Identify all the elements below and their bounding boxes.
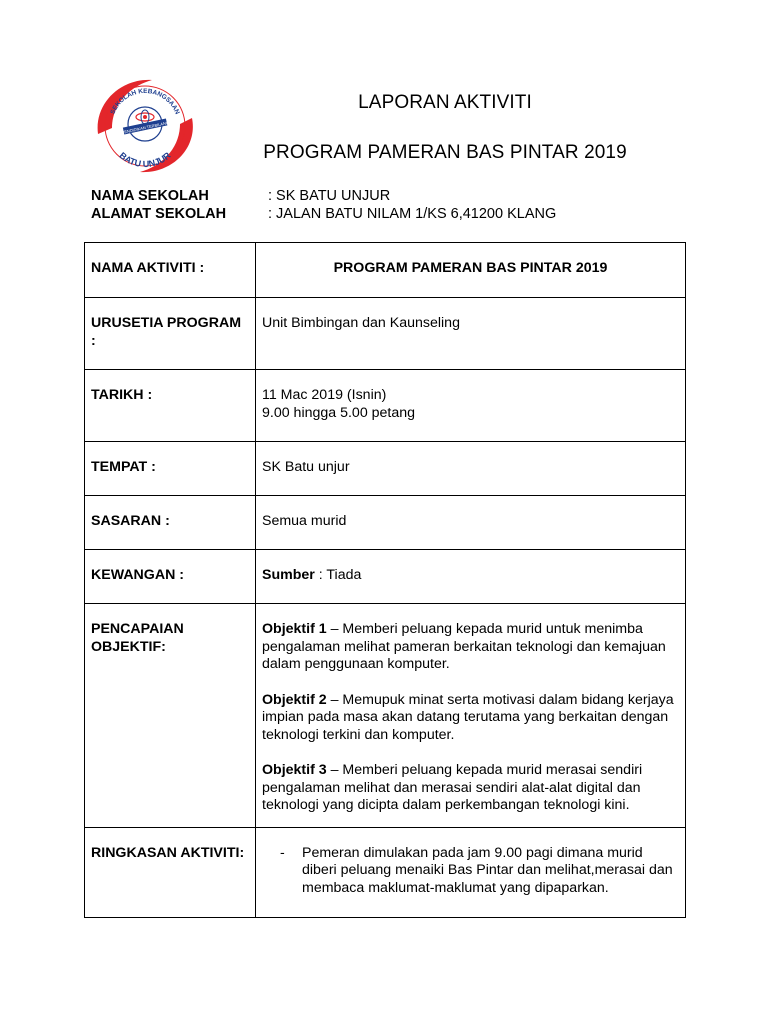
objective-item: [262, 692, 679, 745]
objective-item: [262, 762, 679, 815]
school-logo: [90, 74, 200, 178]
objectives-list: [256, 604, 686, 828]
summary-list-item: [262, 845, 679, 898]
objective-item: [262, 621, 679, 674]
report-table: [84, 242, 686, 918]
school-address-value: : JALAN BATU NILAM 1/KS 6,41200 KLANG: [268, 206, 557, 222]
school-name-value: : SK BATU UNJUR: [268, 188, 391, 204]
date-line: 11 Mac 2019 (Isnin): [262, 387, 387, 403]
objectives-row: [85, 604, 686, 828]
finance-value: [256, 550, 686, 604]
svg-text:SEKOLAH KEBANGSAAN: SEKOLAH KEBANGSAAN: [109, 87, 181, 116]
activity-label: NAMA AKTIVITI :: [85, 243, 256, 298]
organizer-value: Unit Bimbingan dan Kaunseling: [256, 298, 686, 370]
objective-text: – Memberi peluang kepada murid untuk menimba pengalaman melihat pameran berkaitan teknologi dan kemajuan dalam penggunaan komputer.: [262, 621, 666, 672]
activity-value: PROGRAM PAMERAN BAS PINTAR 2019: [256, 243, 686, 298]
organizer-label: URUSETIA PROGRAM :: [85, 298, 256, 370]
objective-text: – Memupuk minat serta motivasi dalam bidang kerjaya impian pada masa akan datang terutama yang berkaitan dengan teknologi terkini dan komputer.: [262, 691, 674, 743]
finance-text: : Tiada: [314, 567, 362, 583]
bullet-dash: -: [280, 844, 285, 861]
school-name-label: NAMA SEKOLAH: [91, 188, 209, 204]
summary-text: Pemeran dimulakan pada jam 9.00 pagi dimana murid diberi peluang menaiki Bas Pintar dan melihat,merasai dan membaca maklumat-maklumat yang dipaparkan.: [302, 844, 673, 896]
objective-key: Objektif 3: [262, 762, 327, 778]
report-subtitle: PROGRAM PAMERAN BAS PINTAR 2019: [263, 142, 627, 163]
venue-row: [85, 442, 686, 496]
school-address-row: [91, 205, 556, 223]
date-value: [256, 370, 686, 442]
activity-row: [85, 243, 686, 298]
organizer-row: [85, 298, 686, 370]
objective-text: – Memberi peluang kepada murid merasai sendiri pengalaman melihat dan merasai sendiri alat-alat digital dan teknologi yang dicipta dalam perkembangan teknologi kini.: [262, 762, 643, 813]
objectives-label: PENCAPAIAN OBJEKTIF:: [85, 604, 256, 828]
svg-text:PENDIDIKAN TERBILANG: PENDIDIKAN TERBILANG: [121, 120, 170, 135]
finance-row: [85, 550, 686, 604]
target-label: SASARAN :: [85, 496, 256, 550]
school-address-label: ALAMAT SEKOLAH: [91, 206, 227, 222]
finance-label: KEWANGAN :: [85, 550, 256, 604]
target-value: Semua murid: [256, 496, 686, 550]
summary-row: [85, 827, 686, 917]
venue-label: TEMPAT :: [85, 442, 256, 496]
venue-value: SK Batu unjur: [256, 442, 686, 496]
school-crest-icon: [90, 74, 200, 178]
summary-label: RINGKASAN AKTIVITI:: [85, 827, 256, 917]
date-row: [85, 370, 686, 442]
objective-key: Objektif 1: [262, 621, 327, 637]
report-title: LAPORAN AKTIVITI: [358, 92, 532, 113]
objective-key: Objektif 2: [262, 691, 327, 708]
svg-text:BATU UNJUR: BATU UNJUR: [117, 150, 173, 170]
date-label: TARIKH :: [85, 370, 256, 442]
school-info: [91, 187, 556, 223]
time-line: 9.00 hingga 5.00 petang: [262, 404, 416, 421]
school-name-row: [91, 187, 556, 205]
summary-value: [256, 827, 686, 917]
target-row: [85, 496, 686, 550]
finance-key: Sumber: [262, 567, 315, 583]
